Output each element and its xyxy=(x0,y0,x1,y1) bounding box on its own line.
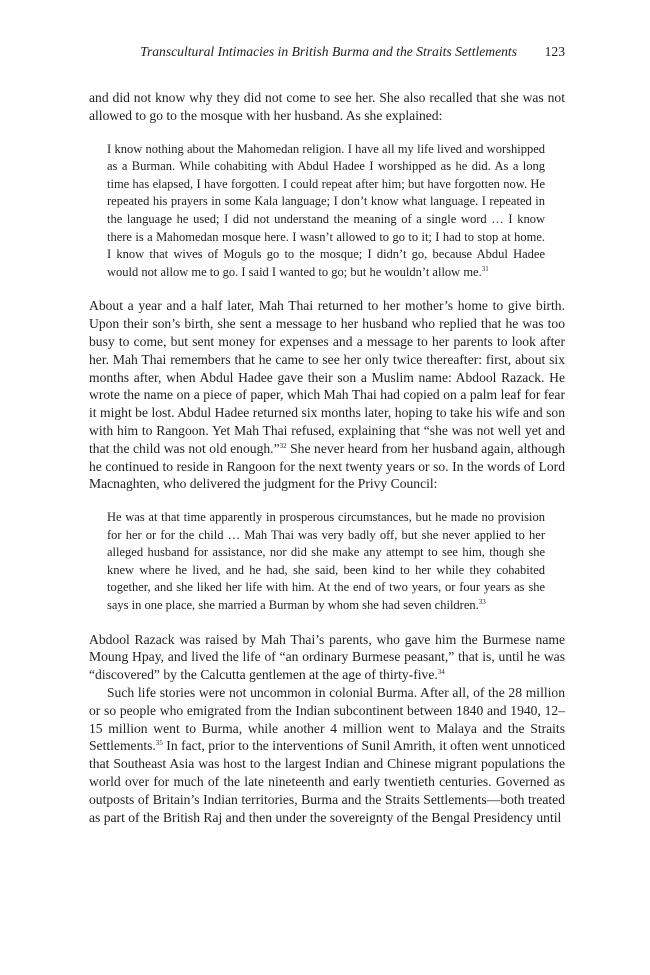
paragraph-4-part-b: In fact, prior to the interventions of Sunil Amrith, it often went unnoticed that Southeast Asia was host to the largest Indian and Chinese migrant populations the world over for much of the late nineteenth and early twentieth centuries. Governed as outposts of Britain’s Indian territories, Burma and the Straits Settlements—both treated as part of the British Raj and then under the sovereignty of the Bengal Presidency until xyxy=(89,738,565,825)
running-title: Transcultural Intimacies in British Burma and the Straits Settlements xyxy=(140,44,517,59)
body-text xyxy=(89,89,565,826)
paragraph-3 xyxy=(89,631,565,684)
block-quote-2 xyxy=(107,509,545,615)
footnote-ref-34: 34 xyxy=(437,668,445,677)
block-quote-1 xyxy=(107,141,545,282)
page-number: 123 xyxy=(544,44,565,59)
running-header xyxy=(140,44,565,66)
footnote-ref-32: 32 xyxy=(279,441,287,450)
paragraph-1: and did not know why they did not come to see her. She also recalled that she was not allowed to go to the mosque with her husband. As she explained: xyxy=(89,90,565,123)
paragraph-4-part-a: Such life stories were not uncommon in colonial Burma. After all, of the 28 million or so people who emigrated from the Indian subcontinent between 1840 and 1940, 12–15 million went to Burma, while another 4 million went to Malaya and the Straits Settlements. xyxy=(89,685,565,754)
block-quote-2-text: He was at that time apparently in prosperous circumstances, but he made no provision for her or for the child … Mah Thai was very badly off, but she never applied to her alleged husband for assistance, nor did she make any attempt to see him, though she knew where he lived, and he had, she said, been kind to her while they cohabited together, and she liked her life with him. At the end of two years, or four years as she says in one place, she married a Burman by whom she had seven children. xyxy=(107,510,545,613)
footnote-ref-35: 35 xyxy=(155,739,163,748)
paragraph-4 xyxy=(89,684,565,826)
paragraph-3-text: Abdool Razack was raised by Mah Thai’s parents, who gave him the Burmese name Moung Hpay, and lived the life of “an ordinary Burmese peasant,” that is, until he was “discovered” by the Calcutta gentlemen at the age of thirty-five. xyxy=(89,631,565,683)
paragraph-2-part-a: About a year and a half later, Mah Thai returned to her mother’s home to give birth. Upon their son’s birth, she sent a message to her husband who replied that he was too busy to come, but sent money for expenses and a message to her parents to look after her. Mah Thai remembers that he came to see her only twice thereafter: first, about six months after, when Abdul Hadee gave their son a Muslim name: Abdool Razack. He wrote the name on a piece of paper, which Mah Thai had copied on a palm leaf for fear it might be lost. Abdul Hadee returned six months later, hoping to take his wife and son with him to Rangoon. Yet Mah Thai refused, explaining that “she was not well yet and that the child was not old enough.” xyxy=(89,298,565,456)
block-quote-1-text: I know nothing about the Mahomedan religion. I have all my life lived and worshipped as a Burman. While cohabiting with Abdul Hadee I worshipped as he did. As a long time has elapsed, I have forgotten. I could repeat after him; but have forgotten now. He repeated his prayers in some Kala language; I don’t know what language. I repeated in the language he used; I did not understand the meaning of a single word … I know there is a Mahomedan mosque here. I wasn’t allowed to go to it; I had to stop at home. I know that wives of Moguls go to the mosque; I didn’t go, because Abdul Hadee would not allow me to go. I said I wanted to go; but he wouldn’t allow me. xyxy=(107,141,545,279)
paragraph-2 xyxy=(89,297,565,493)
footnote-ref-33: 33 xyxy=(478,598,486,607)
paragraph-2-part-b: She never heard from her husband again, although he continued to reside in Rangoon for the next twenty years or so. In the words of Lord Macnaghten, who delivered the judgment for the Privy Council: xyxy=(89,440,565,492)
footnote-ref-31: 31 xyxy=(481,264,489,273)
